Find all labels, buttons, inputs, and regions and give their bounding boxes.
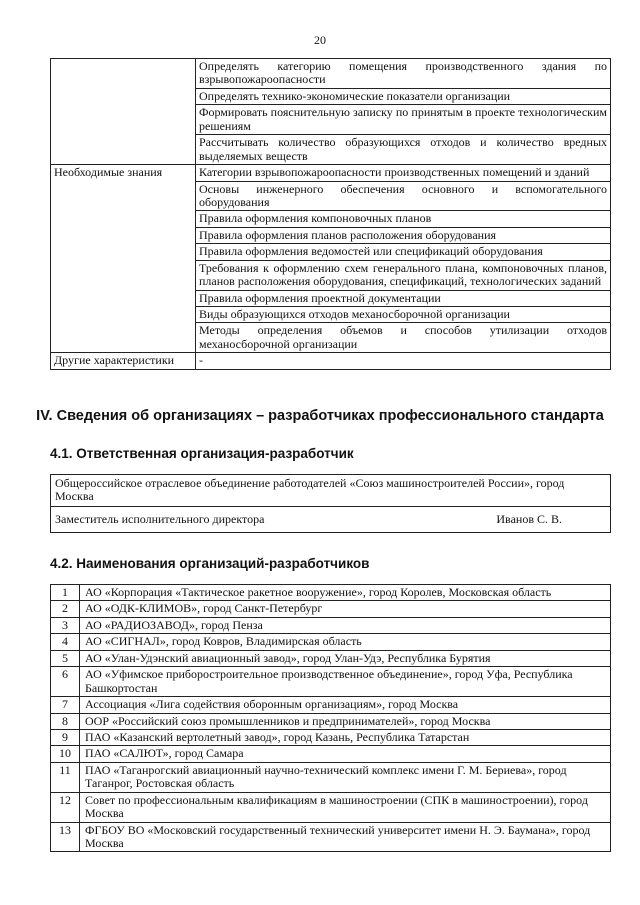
responsible-org-table: [50, 474, 611, 533]
table-row: [51, 667, 611, 697]
organization-name: АО «Уфимское приборостроительное производственное объединение», город Уфа, Республика Башкортостан: [80, 667, 611, 697]
requirement-text: Определять технико-экономические показатели организации: [196, 88, 611, 104]
organization-name: ООР «Российский союз промышленников и предпринимателей», город Москва: [80, 713, 611, 729]
requirement-text: Методы определения объемов и способов утилизации отходов механосборочной организации: [196, 323, 611, 353]
organization-name: ПАО «Таганрогский авиационный научно-технический комплекс имени Г. М. Бериева», город Таганрог, Ростовская область: [80, 762, 611, 792]
organization-name: АО «СИГНАЛ», город Ковров, Владимирская область: [80, 634, 611, 650]
row-number: 3: [51, 617, 80, 633]
table-row: [51, 601, 611, 617]
requirement-text: -: [196, 353, 611, 369]
row-number: 8: [51, 713, 80, 729]
requirement-text: Правила оформления компоновочных планов: [196, 211, 611, 227]
row-number: 1: [51, 585, 80, 601]
table-row: [51, 59, 611, 89]
organization-name: АО «РАДИОЗАВОД», город Пенза: [80, 617, 611, 633]
other-label: Другие характеристики: [51, 353, 196, 369]
page-number: 20: [314, 33, 326, 47]
requirement-text: Правила оформления ведомостей или спецификаций оборудования: [196, 244, 611, 260]
table-row: [51, 585, 611, 601]
row-number: 11: [51, 762, 80, 792]
row-number: 9: [51, 729, 80, 745]
row-number: 2: [51, 601, 80, 617]
requirement-text: Определять категорию помещения производственного здания по взрывопожароопасности: [196, 59, 611, 89]
signatory-position: Заместитель исполнительного директора: [55, 511, 265, 526]
table-row: [51, 697, 611, 713]
organization-name: АО «Корпорация «Тактическое ракетное вооружение», город Королев, Московская область: [80, 585, 611, 601]
organization-name: ПАО «САЛЮТ», город Самара: [80, 746, 611, 762]
requirement-text: Требования к оформлению схем генерального плана, компоновочных планов, планов расположения оборудования, спецификаций, технологических заданий: [196, 260, 611, 290]
knowledge-label: Необходимые знания: [51, 165, 196, 353]
row-number: 6: [51, 667, 80, 697]
row-number: 5: [51, 650, 80, 666]
responsible-signatory: [51, 506, 611, 532]
responsible-org-name: Общероссийское отраслевое объединение работодателей «Союз машиностроителей России», город Москва: [51, 475, 611, 507]
table-row: [51, 792, 611, 822]
row-number: 7: [51, 697, 80, 713]
table-row: [51, 713, 611, 729]
responsible-org-heading: 4.1. Ответственная организация-разработчик: [50, 446, 354, 461]
table-row: [51, 729, 611, 745]
table-row: [51, 353, 611, 369]
table-row: [51, 762, 611, 792]
requirement-text: Правила оформления планов расположения оборудования: [196, 227, 611, 243]
signatory-name: Иванов С. В.: [496, 511, 562, 526]
section-title: IV. Сведения об организациях – разработчиках профессионального стандарта: [36, 408, 604, 424]
organization-name: Ассоциация «Лига содействия оборонным организациям», город Москва: [80, 697, 611, 713]
organization-name: ПАО «Казанский вертолетный завод», город Казань, Республика Татарстан: [80, 729, 611, 745]
row-number: 12: [51, 792, 80, 822]
requirement-text: Категории взрывопожароопасности производственных помещений и зданий: [196, 165, 611, 181]
developers-heading: 4.2. Наименования организаций-разработчиков: [50, 556, 370, 571]
row-number: 13: [51, 822, 80, 852]
organization-name: АО «ОДК-КЛИМОВ», город Санкт-Петербург: [80, 601, 611, 617]
requirement-text: Рассчитывать количество образующихся отходов и количество вредных выделяемых веществ: [196, 135, 611, 165]
row-number: 10: [51, 746, 80, 762]
requirement-text: Формировать пояснительную записку по принятым в проекте технологическим решениям: [196, 105, 611, 135]
table-row: [51, 617, 611, 633]
skills-label-cell: [51, 59, 196, 165]
row-number: 4: [51, 634, 80, 650]
table-row: [51, 746, 611, 762]
table-row: [51, 650, 611, 666]
organization-name: Совет по профессиональным квалификациям в машиностроении (СПК в машиностроении), город Москва: [80, 792, 611, 822]
organization-name: ФГБОУ ВО «Московский государственный технический университет имени Н. Э. Баумана», город Москва: [80, 822, 611, 852]
table-row: [51, 165, 611, 181]
organization-name: АО «Улан-Удэнский авиационный завод», город Улан-Удэ, Республика Бурятия: [80, 650, 611, 666]
developers-table: [50, 584, 611, 852]
requirement-text: Основы инженерного обеспечения основного и вспомогательного оборудования: [196, 181, 611, 211]
function-requirements-table: [50, 58, 611, 370]
table-row: [51, 822, 611, 852]
table-row: [51, 634, 611, 650]
requirement-text: Виды образующихся отходов механосборочной организации: [196, 307, 611, 323]
requirement-text: Правила оформления проектной документации: [196, 290, 611, 306]
